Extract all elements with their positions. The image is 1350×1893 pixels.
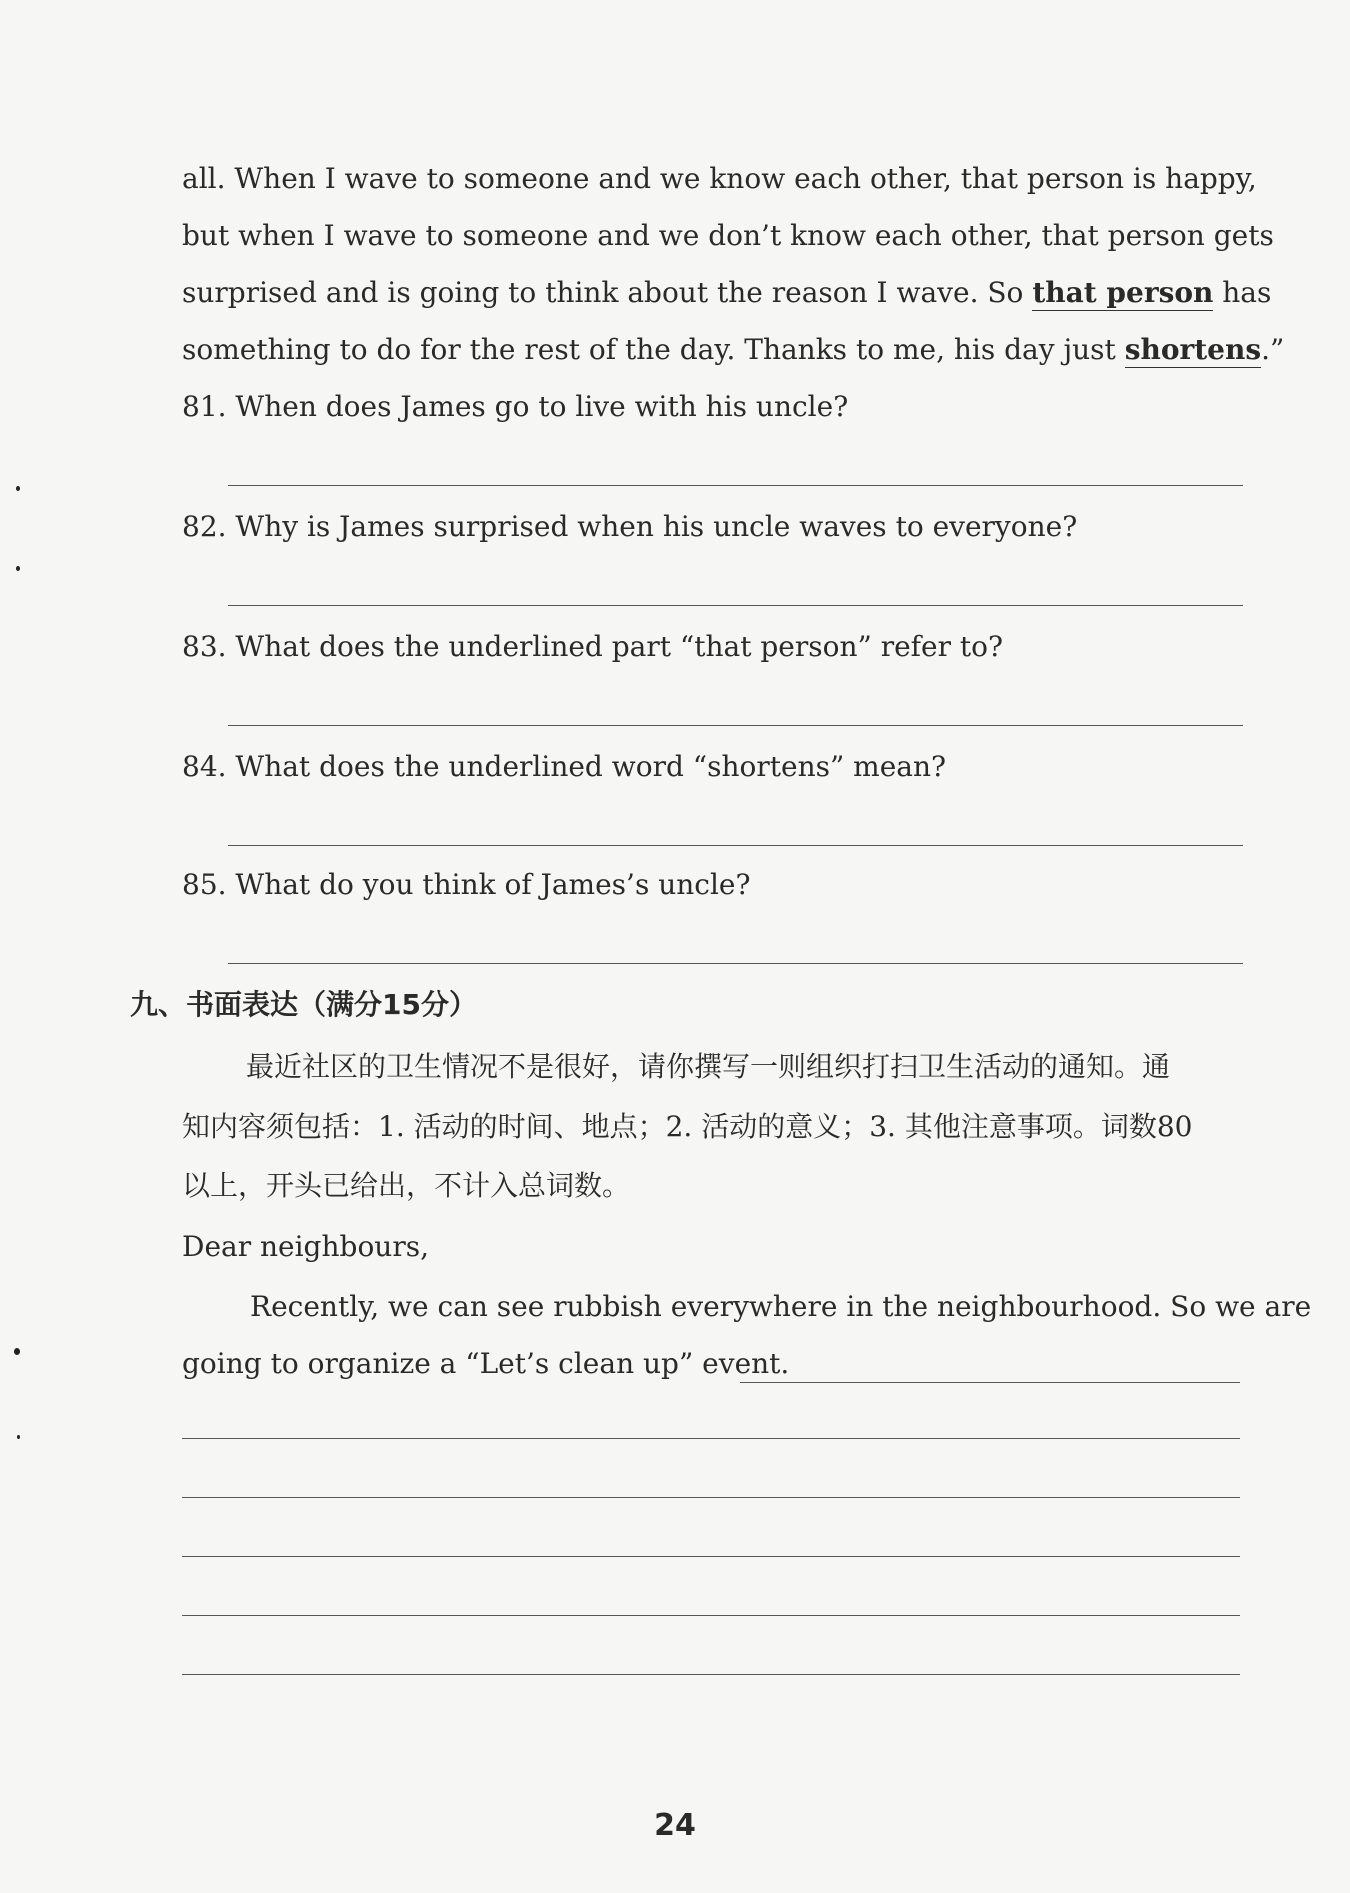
scan-speck [16,486,20,491]
scan-speck [16,566,20,571]
passage-line-4-post: .” [1261,333,1285,366]
writing-line-4[interactable] [182,1556,1240,1557]
answer-line-81[interactable] [228,485,1243,486]
question-84: 84. What does the underlined word “shortens” mean? [182,750,947,783]
passage-line-1: all. When I wave to someone and we know each other, that person is happy, [182,162,1257,195]
answer-line-83[interactable] [228,725,1243,726]
question-81: 81. When does James go to live with his uncle? [182,390,849,423]
writing-line-1[interactable] [740,1382,1240,1383]
underlined-that-person: that person [1032,276,1214,309]
writing-line-3[interactable] [182,1497,1240,1498]
passage-line-2: but when I wave to someone and we don’t know each other, that person gets [182,219,1274,252]
question-85: 85. What do you think of James’s uncle? [182,868,751,901]
scan-speck [14,1348,20,1355]
answer-line-84[interactable] [228,845,1243,846]
salutation: Dear neighbours, [182,1230,429,1263]
instruction-line-1: 最近社区的卫生情况不是很好，请你撰写一则组织打扫卫生活动的通知。通 [246,1050,1171,1083]
passage-line-3-post: has [1213,276,1272,309]
opening-line-2: going to organize a “Let’s clean up” event. [182,1347,790,1380]
question-82: 82. Why is James surprised when his uncle waves to everyone? [182,510,1078,543]
passage-line-3-pre: surprised and is going to think about the reason I wave. So [182,276,1033,309]
writing-line-2[interactable] [182,1438,1240,1439]
passage-line-3 [182,276,1271,310]
page-number: 24 [654,1808,696,1843]
instruction-line-2: 知内容须包括：1. 活动的时间、地点；2. 活动的意义；3. 其他注意事项。词数80 [182,1110,1193,1143]
passage-line-4-pre: something to do for the rest of the day. Thanks to me, his day just [182,333,1125,366]
answer-line-85[interactable] [228,963,1243,964]
question-83: 83. What does the underlined part “that person” refer to? [182,630,1003,663]
section-title-writing: 九、书面表达（满分15分） [130,988,477,1021]
writing-line-5[interactable] [182,1615,1240,1616]
underlined-shortens: shortens [1124,333,1262,366]
instruction-line-3: 以上，开头已给出，不计入总词数。 [182,1169,631,1202]
answer-line-82[interactable] [228,605,1243,606]
opening-line-1: Recently, we can see rubbish everywhere in the neighbourhood. So we are [250,1290,1312,1323]
writing-line-6[interactable] [182,1674,1240,1675]
scan-speck [17,1435,20,1439]
passage-line-4 [182,333,1284,367]
